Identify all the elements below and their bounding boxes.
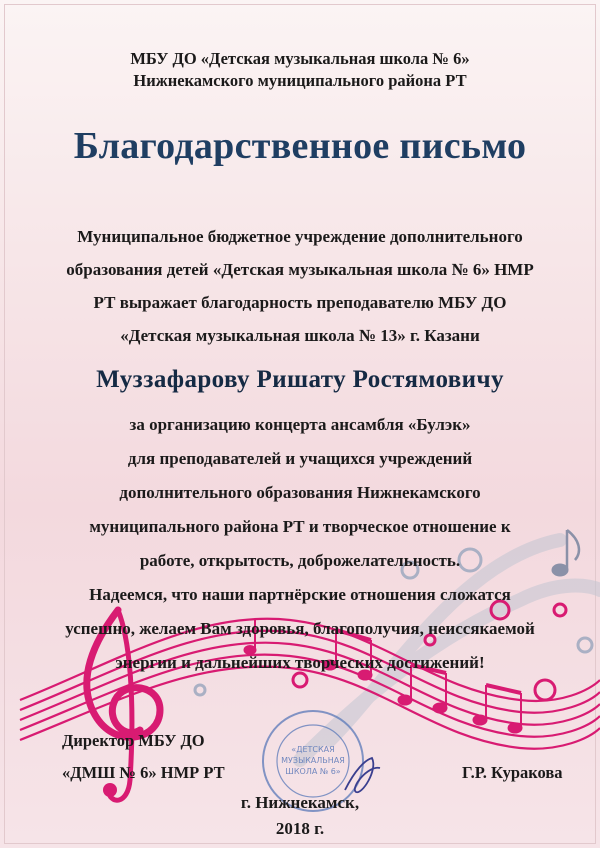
body-line: Надеемся, что наши партнёрские отношения сложатся [89, 585, 511, 604]
intro-line: «Детская музыкальная школа № 13» г. Казани [120, 326, 480, 345]
stamp-text-1: «ДЕТСКАЯ [291, 745, 335, 754]
body-line: для преподавателей и учащихся учреждений [127, 449, 473, 468]
letter-title: Благодарственное письмо [73, 125, 527, 167]
body-line: работе, открытость, доброжелательность. [139, 551, 461, 570]
issue-city: г. Нижнекамск, [240, 793, 360, 812]
recipient-name: Муззафарову Ришату Ростямовичу [96, 366, 504, 393]
stamp-text-3: ШКОЛА № 6» [285, 767, 341, 776]
body-line: успешно, желаем Вам здоровья, благополучия, неиссякаемой [65, 619, 535, 638]
issue-year: 2018 г. [275, 819, 325, 838]
intro-line: образования детей «Детская музыкальная школа № 6» НМР [66, 260, 534, 279]
org-name-line-2: Нижнекамского муниципального района РТ [133, 71, 467, 90]
intro-line: Муниципальное бюджетное учреждение дополнительного [77, 227, 523, 246]
body-line: за организацию концерта ансамбля «Булэк» [129, 415, 471, 434]
org-name-line-1: МБУ ДО «Детская музыкальная школа № 6» [130, 49, 470, 68]
director-position-line-2: «ДМШ № 6» НМР РТ [62, 763, 225, 782]
director-position-line-1: Директор МБУ ДО [62, 731, 205, 750]
director-name: Г.Р. Куракова [462, 763, 563, 782]
intro-line: РТ выражает благодарность преподавателю МБУ ДО [93, 293, 507, 312]
body-line: энергии и дальнейших творческих достижений! [115, 653, 485, 672]
body-line: муниципального района РТ и творческое отношение к [89, 517, 511, 536]
body-line: дополнительного образования Нижнекамского [119, 483, 481, 502]
stamp-text-2: МУЗЫКАЛЬНАЯ [281, 756, 345, 765]
